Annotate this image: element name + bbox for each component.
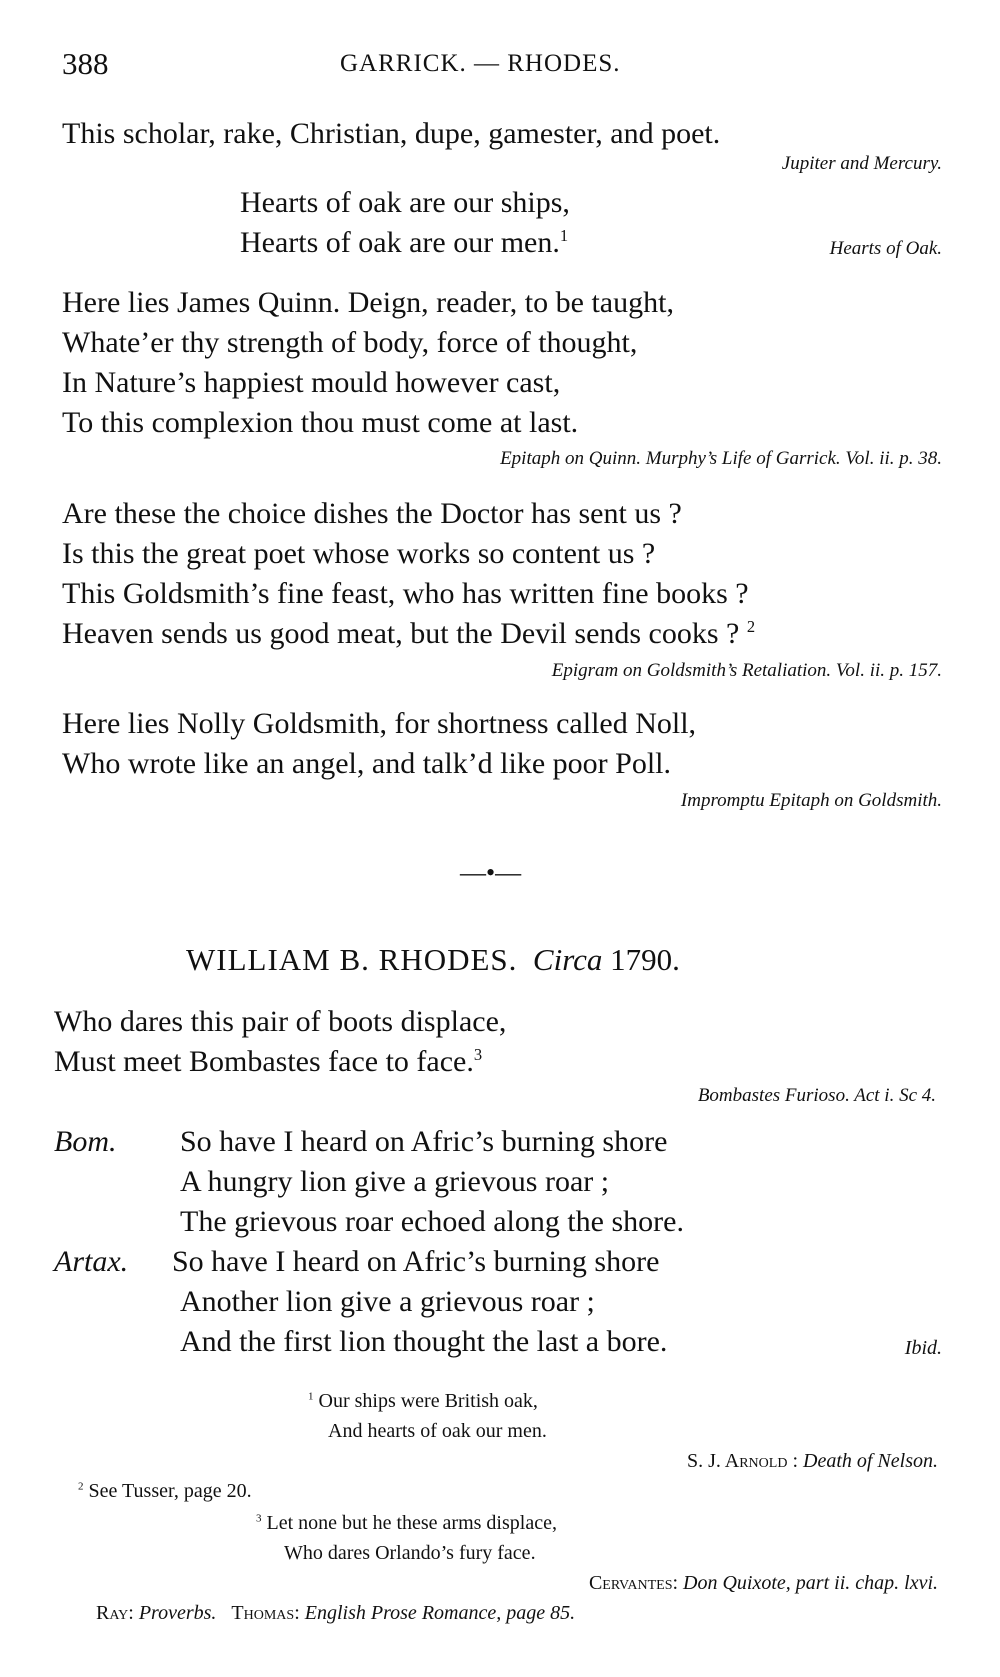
verse-line: A hungry lion give a grievous roar ; <box>180 1165 610 1198</box>
verse-line: This Goldsmith’s fine feast, who has written fine books ? <box>62 577 749 610</box>
speaker-label: Bom. <box>54 1125 117 1158</box>
verse-line: Heaven sends us good meat, but the Devil sends cooks ? $^2$ <box>62 617 756 650</box>
footnote-line: And hearts of oak our men. <box>328 1420 547 1442</box>
verse-line: Who wrote like an angel, and talk’d like poor Poll. <box>62 747 672 780</box>
verse-line: Are these the choice dishes the Doctor has sent us ? <box>62 497 682 530</box>
verse-line: In Nature’s happiest mould however cast, <box>62 366 561 399</box>
footnote-attribution: Ray: Proverbs. Thomas: English Prose Romance, page 85. <box>96 1602 576 1624</box>
verse-line: Here lies James Quinn. Deign, reader, to be taught, <box>62 286 674 319</box>
verse-line: Here lies Nolly Goldsmith, for shortness called Noll, <box>62 707 697 740</box>
verse-line: So have I heard on Afric’s burning shore <box>172 1245 660 1278</box>
footnote-ref: 2 <box>746 617 756 636</box>
footnote-line: $^1$ Our ships were British oak, <box>308 1390 538 1412</box>
verse-line: And the first lion thought the last a bore. <box>180 1325 668 1358</box>
verse-line: Hearts of oak are our ships, <box>240 186 570 219</box>
footnote-line: Who dares Orlando’s fury face. <box>284 1542 536 1564</box>
citation-quinn: Epitaph on Quinn. Murphy’s Life of Garrick. Vol. ii. p. 38. <box>500 448 942 469</box>
verse-line: Hearts of oak are our men.$^1$ <box>240 226 569 259</box>
citation-bombastes: Bombastes Furioso. Act i. Sc 4. <box>697 1085 936 1106</box>
verse-line: Another lion give a grievous roar ; <box>180 1285 595 1318</box>
footnote-attribution: Cervantes: Don Quixote, part ii. chap. lxvi. <box>588 1572 938 1594</box>
page-number: 388 <box>62 46 109 81</box>
footnote-2: $^2$ See Tusser, page 20. <box>78 1480 252 1502</box>
section-heading: WILLIAM B. RHODES. Circa 1790. <box>186 942 680 977</box>
verse-line: Is this the great poet whose works so content us ? <box>62 537 656 570</box>
citation-impromptu: Impromptu Epitaph on Goldsmith. <box>680 790 942 811</box>
speaker-label: Artax. <box>54 1245 129 1278</box>
verse-line: This scholar, rake, Christian, dupe, gamester, and poet. <box>62 117 721 150</box>
footnote-attribution: S. J. Arnold : Death of Nelson. <box>686 1450 938 1472</box>
verse-line: Must meet Bombastes face to face.$^3$ <box>54 1045 483 1078</box>
citation-hearts-of-oak: Hearts of Oak. <box>829 238 942 259</box>
footnote-ref: 1 <box>559 226 569 245</box>
running-title: GARRICK. — RHODES. <box>340 50 621 77</box>
footnote-line: $^3$ Let none but he these arms displace, <box>256 1512 557 1534</box>
verse-line: The grievous roar echoed along the shore. <box>180 1205 684 1238</box>
verse-line: Whate’er thy strength of body, force of thought, <box>62 326 638 359</box>
section-divider: —•— <box>460 858 522 887</box>
verse-line: So have I heard on Afric’s burning shore <box>180 1125 668 1158</box>
citation-ibid: Ibid. <box>904 1337 942 1359</box>
citation-epigram: Epigram on Goldsmith’s Retaliation. Vol. ii. p. 157. <box>551 660 942 681</box>
citation-jupiter: Jupiter and Mercury. <box>781 153 942 174</box>
verse-line: Who dares this pair of boots displace, <box>54 1005 507 1038</box>
footnote-ref: 3 <box>473 1045 483 1064</box>
verse-line: To this complexion thou must come at last. <box>62 406 579 439</box>
